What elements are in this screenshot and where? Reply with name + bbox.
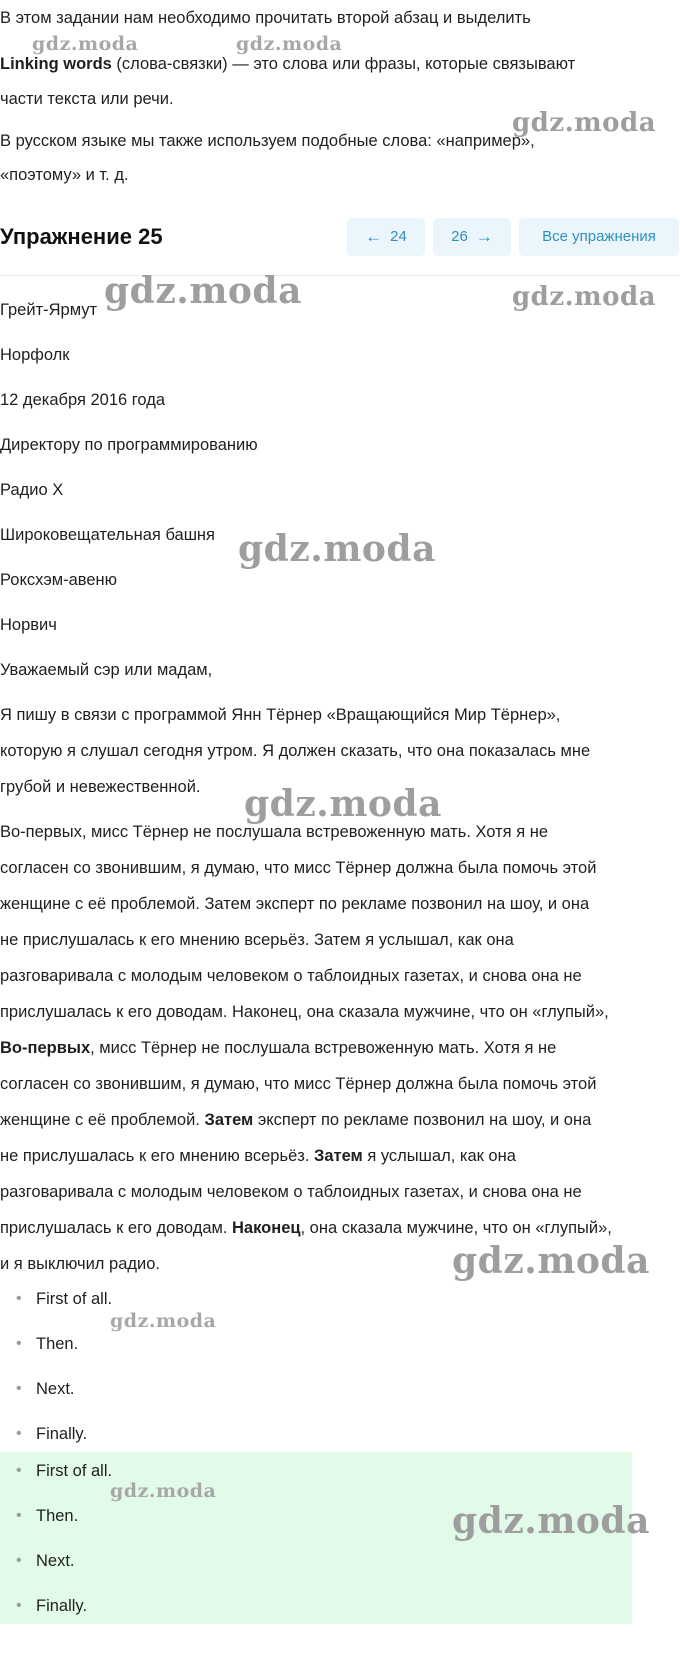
- header-divider: [0, 275, 680, 276]
- paragraph-line: и я выключил радио.: [0, 1255, 160, 1273]
- linking-word: Затем: [204, 1111, 254, 1129]
- list-item-label: Next.: [36, 1552, 75, 1570]
- paragraph-line: [0, 1109, 591, 1131]
- paragraph-line: разговаривала с молодым человеком о таблоидных газетах, и снова она не: [0, 1183, 582, 1201]
- linking-word: Во-первых: [0, 1039, 91, 1057]
- bullet-icon: •: [16, 1290, 22, 1307]
- list-item-label: First of all.: [36, 1290, 113, 1308]
- paragraph-line: Во-первых, мисс Тёрнер не послушала встревоженную мать. Хотя я не: [0, 823, 549, 841]
- list-item-label: Then.: [36, 1507, 79, 1525]
- paragraph-line: грубой и невежественной.: [0, 778, 201, 796]
- letter-greeting: Уважаемый сэр или мадам,: [0, 661, 213, 679]
- list-item-label: Finally.: [36, 1597, 88, 1615]
- text-span: , мисс Тёрнер не послушала встревоженную мать. Хотя я не: [90, 1039, 557, 1057]
- text-span: прислушалась к его доводам.: [0, 1219, 233, 1237]
- linking-words-term: Linking words: [0, 55, 112, 73]
- paragraph-line: согласен со звонившим, я думаю, что мисс Тёрнер должна была помочь этой: [0, 1075, 597, 1093]
- address-line: Директору по программированию: [0, 436, 258, 454]
- bullet-icon: •: [16, 1507, 22, 1524]
- arrow-right-icon: →: [475, 227, 493, 246]
- list-item: [0, 1460, 640, 1505]
- list-item: [0, 1378, 640, 1423]
- text-span: , она сказала мужчине, что он «глупый»,: [300, 1219, 612, 1237]
- intro-line-1: В этом задании нам необходимо прочитать второй абзац и выделить: [0, 9, 531, 27]
- intro-line-4: В русском языке мы также используем подобные слова: «например»,: [0, 132, 535, 150]
- watermark: gdz.moda: [110, 1310, 217, 1332]
- watermark: gdz.moda: [244, 783, 442, 825]
- paragraph-line: прислушалась к его доводам. Наконец, она сказала мужчине, что он «глупый»,: [0, 1003, 609, 1021]
- address-line: Норфолк: [0, 346, 70, 364]
- next-exercise-button[interactable]: [433, 218, 511, 256]
- address-line: Норвич: [0, 616, 57, 634]
- list-item: [0, 1595, 640, 1640]
- watermark: gdz.moda: [104, 270, 302, 312]
- watermark: gdz.moda: [512, 108, 657, 138]
- all-exercises-button[interactable]: [519, 218, 679, 256]
- watermark: gdz.moda: [452, 1500, 650, 1542]
- paragraph-line: [0, 1217, 612, 1239]
- paragraph-line: [0, 1037, 556, 1059]
- bullet-icon: •: [16, 1425, 22, 1442]
- address-line: Грейт-Ярмут: [0, 301, 98, 319]
- address-line: Широковещательная башня: [0, 526, 215, 544]
- intro-line-3: части текста или речи.: [0, 90, 174, 108]
- prev-exercise-label: 24: [390, 228, 407, 245]
- paragraph-line: не прислушалась к его мнению всерьёз. Затем я услышал, как она: [0, 931, 514, 949]
- arrow-left-icon: ←: [365, 227, 383, 246]
- text-span: я услышал, как она: [362, 1147, 516, 1165]
- intro-line-2: [0, 53, 575, 75]
- intro-line-2-rest: (слова-связки) — это слова или фразы, которые связывают: [111, 55, 576, 73]
- list-item: [0, 1333, 640, 1378]
- watermark: gdz.moda: [236, 33, 343, 55]
- exercise-title: Упражнение 25: [0, 224, 163, 249]
- linking-words-list: [0, 1288, 640, 1468]
- text-span: эксперт по рекламе позвонил на шоу, и она: [253, 1111, 592, 1129]
- bullet-icon: •: [16, 1335, 22, 1352]
- prev-exercise-button[interactable]: [347, 218, 425, 256]
- watermark: gdz.moda: [452, 1240, 650, 1282]
- list-item-label: Next.: [36, 1380, 75, 1398]
- next-exercise-label: 26: [451, 228, 468, 245]
- list-item: [0, 1550, 640, 1595]
- text-span: женщине с её проблемой.: [0, 1111, 205, 1129]
- bullet-icon: •: [16, 1462, 22, 1479]
- letter-date: 12 декабря 2016 года: [0, 391, 166, 409]
- watermark: gdz.moda: [238, 528, 436, 570]
- all-exercises-label: Все упражнения: [542, 228, 656, 245]
- list-item: [0, 1288, 640, 1333]
- bullet-icon: •: [16, 1552, 22, 1569]
- text-span: не прислушалась к его мнению всерьёз.: [0, 1147, 314, 1165]
- paragraph-line: разговаривала с молодым человеком о таблоидных газетах, и снова она не: [0, 967, 582, 985]
- paragraph-line: [0, 1145, 516, 1167]
- list-item-label: Finally.: [36, 1425, 88, 1443]
- watermark: gdz.moda: [110, 1480, 217, 1502]
- bullet-icon: •: [16, 1597, 22, 1614]
- exercise-header: [0, 218, 680, 264]
- watermark: gdz.moda: [512, 282, 657, 312]
- address-line: Радио Х: [0, 481, 64, 499]
- address-line: Роксхэм-авеню: [0, 571, 118, 589]
- watermark: gdz.moda: [32, 33, 139, 55]
- bullet-icon: •: [16, 1380, 22, 1397]
- list-item-label: Then.: [36, 1335, 79, 1353]
- linking-word: Затем: [313, 1147, 363, 1165]
- list-item-label: First of all.: [36, 1462, 113, 1480]
- paragraph-line: женщине с её проблемой. Затем эксперт по рекламе позвонил на шоу, и она: [0, 895, 590, 913]
- intro-line-5: «поэтому» и т. д.: [0, 166, 129, 184]
- linking-word: Наконец: [232, 1219, 301, 1237]
- answer-list: [0, 1460, 640, 1640]
- paragraph-line: согласен со звонившим, я думаю, что мисс Тёрнер должна была помочь этой: [0, 859, 597, 877]
- paragraph-line: которую я слушал сегодня утром. Я должен сказать, что она показалась мне: [0, 742, 591, 760]
- paragraph-line: Я пишу в связи с программой Янн Тёрнер «Вращающийся Мир Тёрнер»,: [0, 706, 561, 724]
